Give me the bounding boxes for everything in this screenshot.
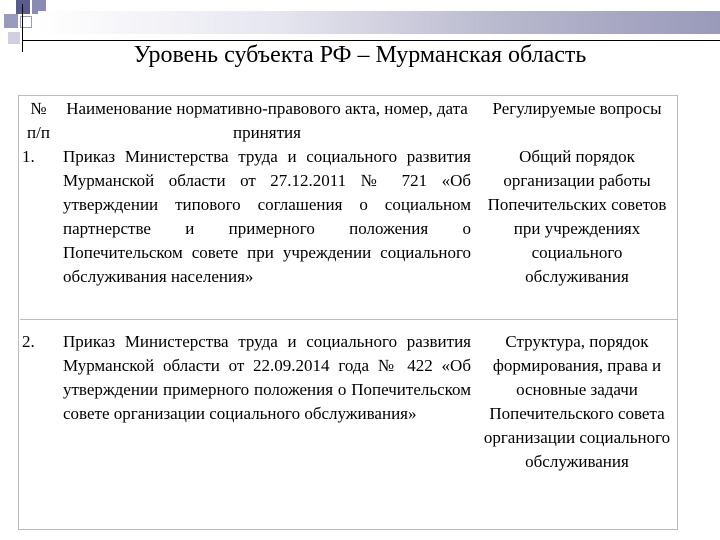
row-issues: Общий порядок организации работы Попечительских советов при учреждениях социального обслуживания	[487, 147, 667, 286]
row-number: 1.	[22, 147, 35, 166]
legal-acts-table	[20, 97, 677, 474]
table-header-row	[20, 97, 677, 145]
table-row	[20, 320, 677, 475]
page-title: Уровень субъекта РФ – Мурманская область	[133, 42, 587, 68]
header-number: № п/п	[27, 99, 50, 142]
row-act: Приказ Министерства труда и социального развития Мурманской области от 27.12.2011 № 721 «Об утверждении типового соглашения о социальном партнерстве и примерного положения о Попечительском совете при учреждении социального обслуживания населения»	[63, 147, 471, 286]
header-issues: Регулируемые вопросы	[492, 99, 662, 118]
row-issues: Структура, порядок формирования, права и основные задачи Попечительского совета организации социального обслуживания	[477, 320, 677, 475]
header-act: Наименование нормативно-правового акта, номер, дата принятия	[66, 99, 468, 142]
table-row	[20, 145, 677, 320]
row-number: 2.	[20, 320, 57, 475]
row-act: Приказ Министерства труда и социального развития Мурманской области от 22.09.2014 года № 422 «Об утверждении примерного положения о Попечительском совете организации социального обслуживания»	[57, 320, 477, 475]
header-gradient-bar	[38, 11, 720, 34]
